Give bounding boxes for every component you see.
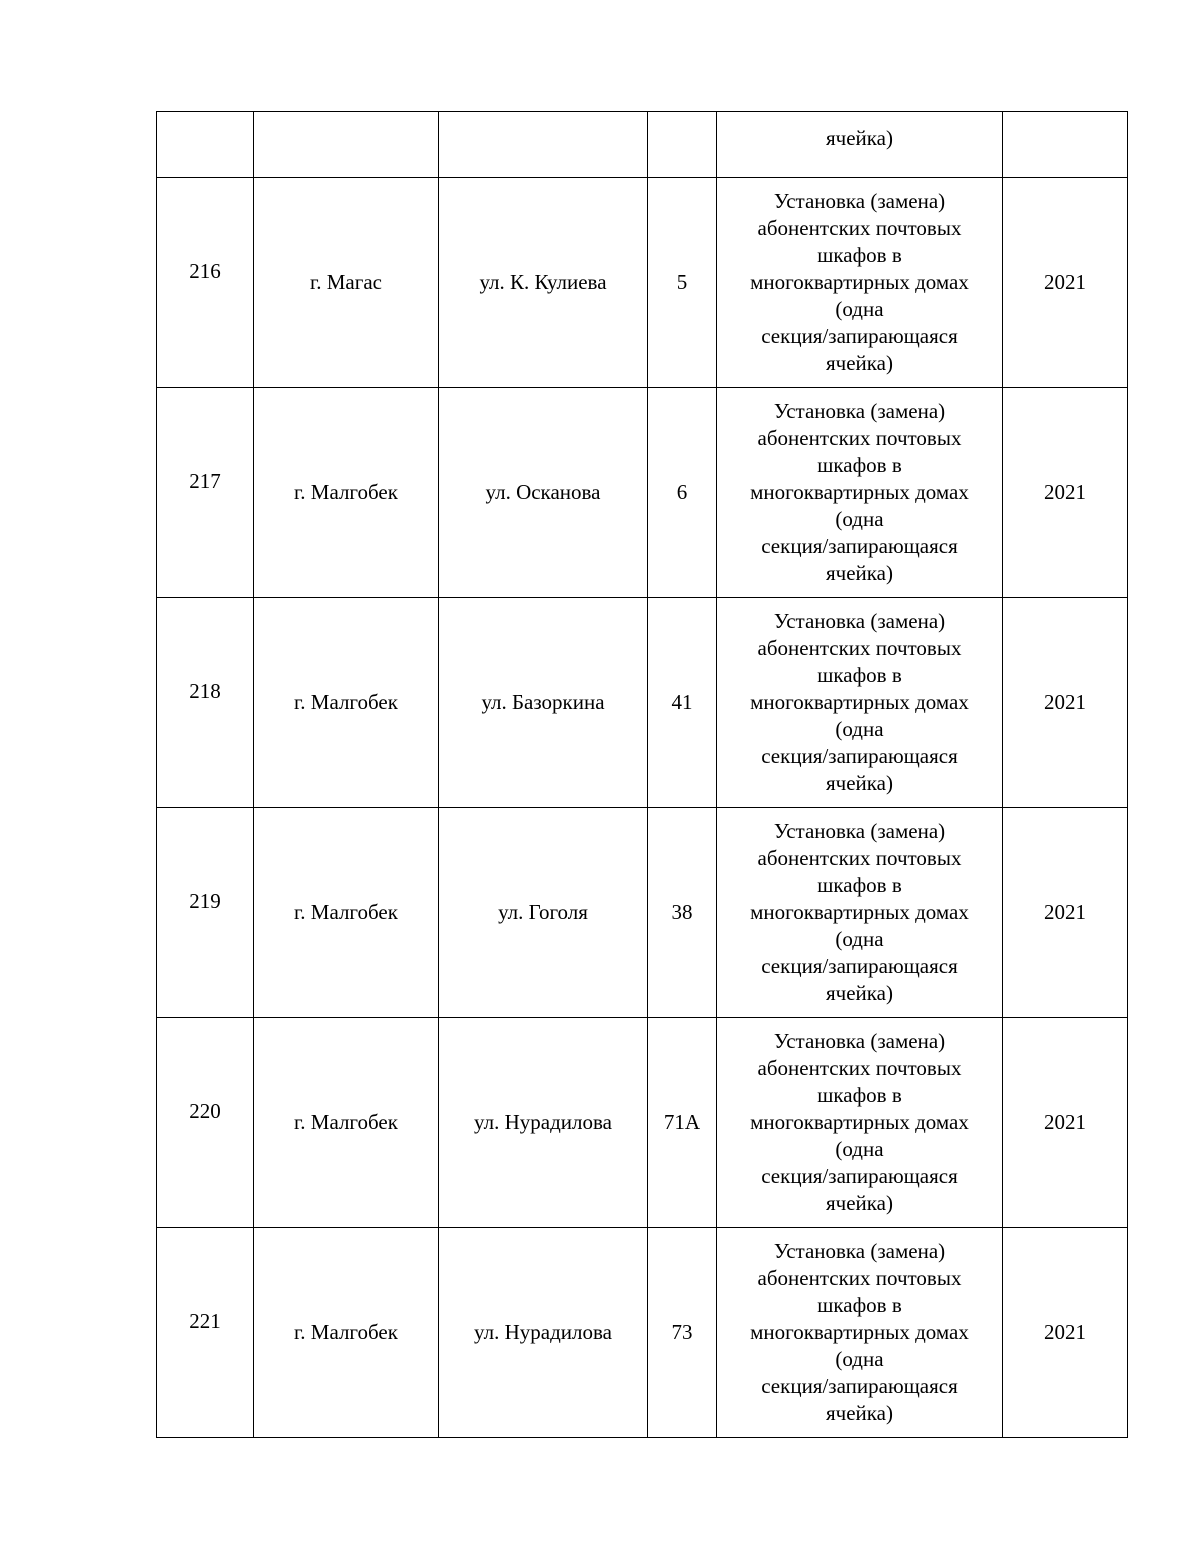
street-text: ул. Нурадилова: [474, 1110, 612, 1134]
work-text-line: абонентских почтовых: [757, 1056, 962, 1080]
row-number: 220: [189, 1099, 221, 1123]
work-text-line: ячейка): [826, 1191, 893, 1215]
work-text-line: (одна: [835, 717, 884, 741]
house-number: 5: [676, 270, 688, 294]
cell-year: [1003, 1018, 1128, 1228]
street-text: ул. Базоркина: [481, 690, 605, 714]
work-text-line: (одна: [835, 927, 884, 951]
work-text-line: ячейка): [826, 351, 893, 375]
cell-house: [648, 388, 717, 598]
cell-work: [717, 598, 1003, 808]
year-text: 2021: [1044, 690, 1086, 714]
work-text-line: абонентских почтовых: [757, 636, 962, 660]
cell-year: [1003, 1228, 1128, 1438]
cell-work: [717, 1018, 1003, 1228]
cell-num: [157, 808, 254, 1018]
work-text-line: (одна: [835, 1347, 884, 1371]
cell-num: [157, 598, 254, 808]
cell-street: [439, 598, 648, 808]
work-text-tail: ячейка): [826, 126, 893, 150]
cell-year: [1003, 178, 1128, 388]
cell-num: [157, 1228, 254, 1438]
work-text-line: многоквартирных домах: [750, 480, 969, 504]
cell-city: [254, 1228, 439, 1438]
cell-house: [648, 598, 717, 808]
cell-street: [439, 1228, 648, 1438]
work-text-line: (одна: [835, 1137, 884, 1161]
work-text-line: ячейка): [826, 1401, 893, 1425]
work-text-line: шкафов в: [817, 243, 902, 267]
house-number: 73: [671, 1320, 693, 1344]
cell-city: [254, 808, 439, 1018]
year-text: 2021: [1044, 1320, 1086, 1344]
cell-city: [254, 112, 439, 178]
cell-year: [1003, 388, 1128, 598]
cell-street: [439, 178, 648, 388]
street-text: ул. Нурадилова: [474, 1320, 612, 1344]
work-text-line: абонентских почтовых: [757, 216, 962, 240]
house-number: 71А: [663, 1110, 701, 1134]
cell-house: [648, 112, 717, 178]
street-text: ул. К. Кулиева: [479, 270, 607, 294]
cell-house: [648, 178, 717, 388]
row-number: 218: [189, 679, 221, 703]
work-text-line: шкафов в: [817, 873, 902, 897]
table-row: [157, 1018, 1128, 1228]
table-row: [157, 808, 1128, 1018]
year-text: 2021: [1044, 900, 1086, 924]
cell-work: [717, 112, 1003, 178]
address-table: [156, 111, 1128, 1438]
house-number: 6: [676, 480, 688, 504]
cell-house: [648, 808, 717, 1018]
work-text-line: секция/запирающаяся: [761, 954, 958, 978]
cell-num: [157, 112, 254, 178]
cell-city: [254, 178, 439, 388]
work-text-line: (одна: [835, 297, 884, 321]
row-number: 219: [189, 889, 221, 913]
cell-city: [254, 1018, 439, 1228]
continuation-row: [157, 112, 1128, 178]
work-text-line: абонентских почтовых: [757, 846, 962, 870]
work-text-line: шкафов в: [817, 1293, 902, 1317]
work-text-line: секция/запирающаяся: [761, 1374, 958, 1398]
city-text: г. Малгобек: [294, 690, 398, 714]
house-number: 41: [671, 690, 693, 714]
cell-street: [439, 388, 648, 598]
table-row: [157, 388, 1128, 598]
street-text: ул. Гоголя: [498, 900, 588, 924]
year-text: 2021: [1044, 270, 1086, 294]
work-text-line: секция/запирающаяся: [761, 1164, 958, 1188]
work-text-line: (одна: [835, 507, 884, 531]
cell-city: [254, 598, 439, 808]
year-text: 2021: [1044, 1110, 1086, 1134]
work-text-line: секция/запирающаяся: [761, 534, 958, 558]
city-text: г. Малгобек: [294, 1110, 398, 1134]
work-text-line: ячейка): [826, 561, 893, 585]
cell-street: [439, 112, 648, 178]
cell-num: [157, 1018, 254, 1228]
cell-work: [717, 388, 1003, 598]
work-text-line: ячейка): [826, 771, 893, 795]
work-text-line: многоквартирных домах: [750, 900, 969, 924]
house-number: 38: [671, 900, 693, 924]
work-text-line: абонентских почтовых: [757, 426, 962, 450]
street-text: ул. Осканова: [485, 480, 601, 504]
table-row: [157, 1228, 1128, 1438]
cell-year: [1003, 112, 1128, 178]
work-text-line: секция/запирающаяся: [761, 744, 958, 768]
work-text-line: шкафов в: [817, 453, 902, 477]
cell-num: [157, 178, 254, 388]
work-text-line: многоквартирных домах: [750, 690, 969, 714]
work-text-line: Установка (замена): [773, 1239, 946, 1263]
work-text-line: Установка (замена): [773, 1029, 946, 1053]
row-number: 216: [189, 259, 221, 283]
cell-house: [648, 1228, 717, 1438]
work-text-line: Установка (замена): [773, 819, 946, 843]
cell-house: [648, 1018, 717, 1228]
work-text-line: многоквартирных домах: [750, 270, 969, 294]
work-text-line: многоквартирных домах: [750, 1320, 969, 1344]
work-text-line: многоквартирных домах: [750, 1110, 969, 1134]
city-text: г. Малгобек: [294, 480, 398, 504]
cell-work: [717, 808, 1003, 1018]
work-text-line: шкафов в: [817, 1083, 902, 1107]
work-text-line: Установка (замена): [773, 609, 946, 633]
work-text-line: ячейка): [826, 981, 893, 1005]
cell-city: [254, 388, 439, 598]
city-text: г. Магас: [310, 270, 382, 294]
row-number: 221: [189, 1309, 221, 1333]
table-row: [157, 178, 1128, 388]
work-text-line: Установка (замена): [773, 189, 946, 213]
work-text-line: секция/запирающаяся: [761, 324, 958, 348]
cell-work: [717, 1228, 1003, 1438]
cell-street: [439, 1018, 648, 1228]
row-number: 217: [189, 469, 221, 493]
cell-num: [157, 388, 254, 598]
city-text: г. Малгобек: [294, 1320, 398, 1344]
work-text-line: шкафов в: [817, 663, 902, 687]
cell-street: [439, 808, 648, 1018]
cell-work: [717, 178, 1003, 388]
work-text-line: Установка (замена): [773, 399, 946, 423]
work-text-line: абонентских почтовых: [757, 1266, 962, 1290]
year-text: 2021: [1044, 480, 1086, 504]
table-row: [157, 598, 1128, 808]
table-body: [157, 112, 1128, 1438]
cell-year: [1003, 598, 1128, 808]
cell-year: [1003, 808, 1128, 1018]
city-text: г. Малгобек: [294, 900, 398, 924]
